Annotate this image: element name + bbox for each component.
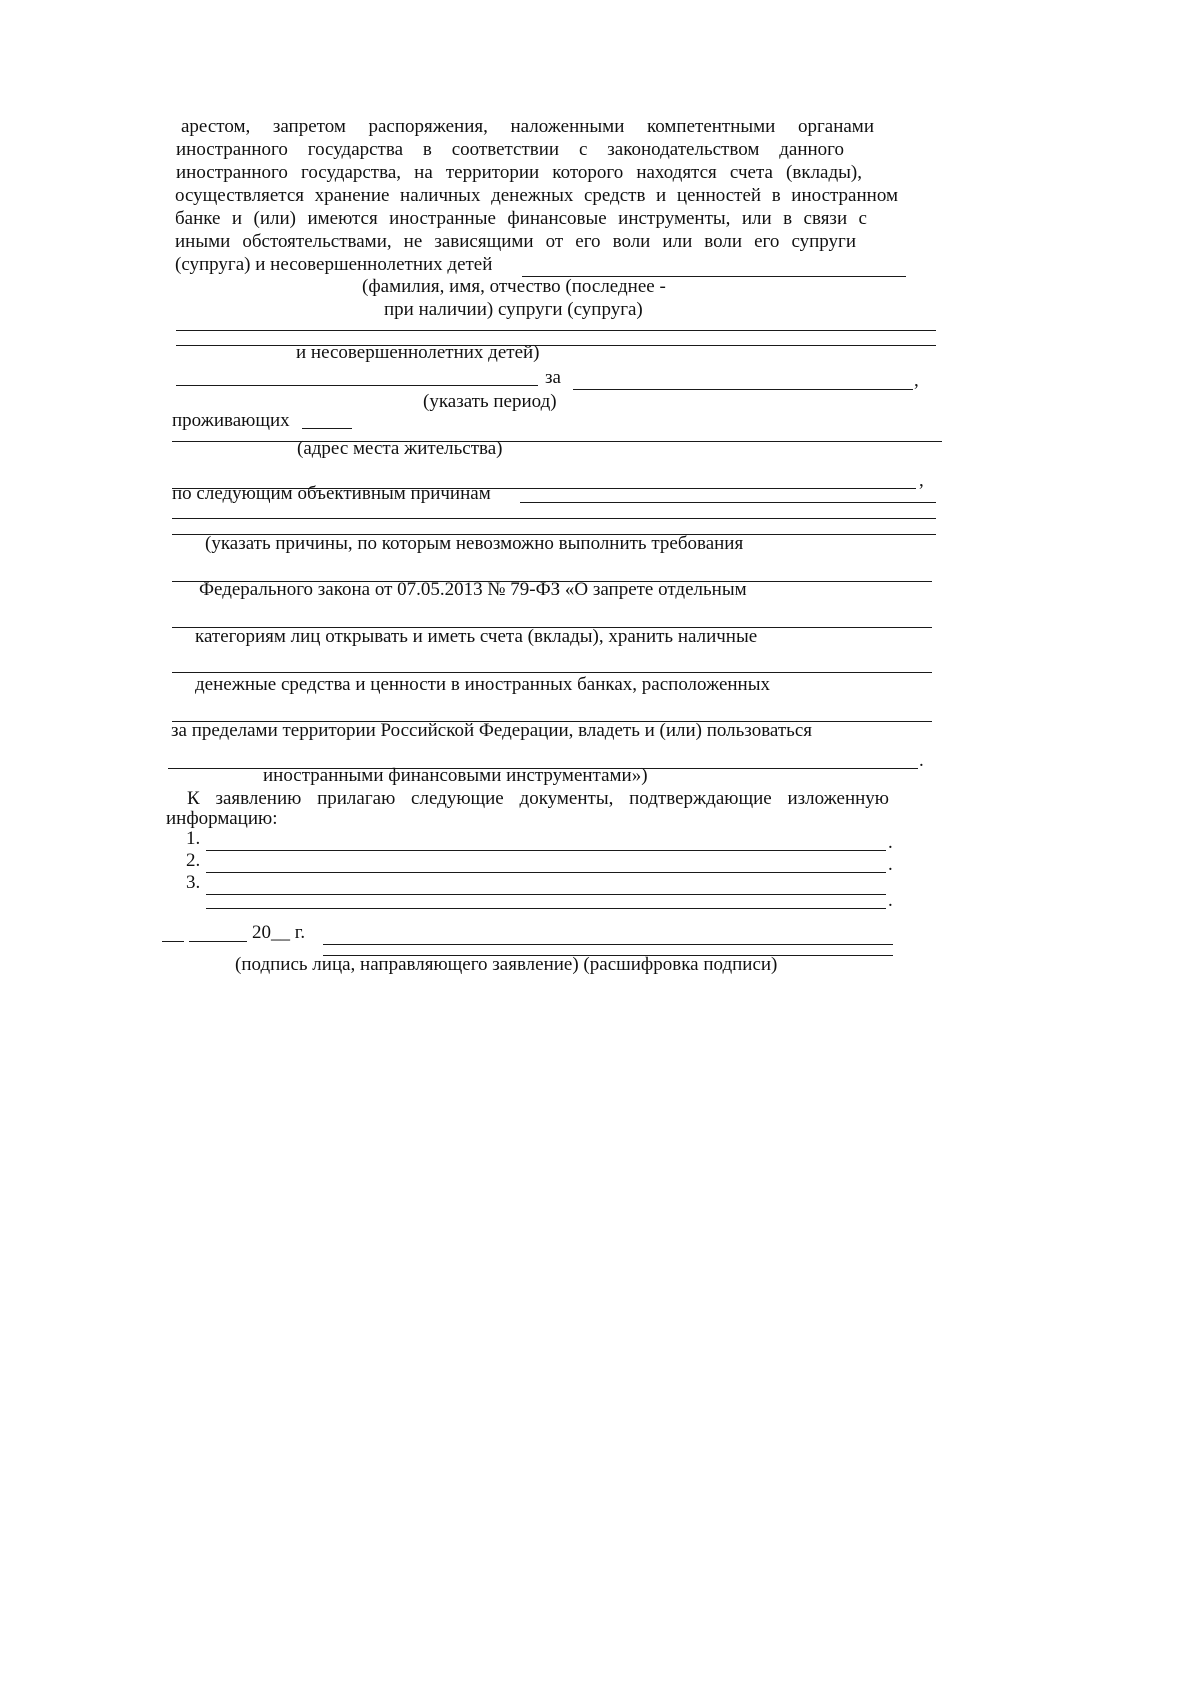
punctuation: . [888, 854, 893, 875]
field-hint: и несовершеннолетних детей) [296, 342, 540, 363]
paragraph-line: иностранного государства в соответствии с законодательством данного [176, 139, 844, 160]
paragraph-line: осуществляется хранение наличных денежных средств и ценностей в иностранном [175, 185, 898, 206]
blank-line[interactable] [172, 672, 932, 673]
blank-line[interactable] [302, 428, 352, 429]
reasons-hint-line: Федерального закона от 07.05.2013 № 79-ФЗ «О запрете отдельным [199, 579, 747, 600]
field-hint: (фамилия, имя, отчество (последнее - [362, 276, 666, 297]
paragraph-line: арестом, запретом распоряжения, наложенными компетентными органами [181, 116, 874, 137]
paragraph-line: (супруга) и несовершеннолетних детей [175, 254, 493, 275]
date-day-blank[interactable] [162, 941, 184, 942]
attachment-blank-3[interactable] [206, 894, 886, 895]
date-month-blank[interactable] [189, 941, 247, 942]
field-hint: (адрес места жительства) [297, 438, 503, 459]
blank-line[interactable] [176, 345, 936, 346]
attachment-blank-2[interactable] [206, 872, 886, 873]
blank-line[interactable] [176, 385, 538, 386]
za-label: за [545, 367, 561, 388]
paragraph-line: иными обстоятельствами, не зависящими от его воли или воли его супруги [175, 231, 856, 252]
attach-line: К заявлению прилагаю следующие документы, подтверждающие изложенную [187, 788, 889, 809]
blank-line[interactable] [176, 330, 936, 331]
paragraph-line: банке и (или) имеются иностранные финансовые инструменты, или в связи с [175, 208, 867, 229]
blank-line[interactable] [206, 908, 886, 909]
attach-line: информацию: [166, 808, 278, 829]
item-number: 3. [186, 872, 201, 893]
blank-line[interactable] [172, 518, 936, 519]
punctuation: . [888, 832, 893, 853]
field-hint: (указать период) [423, 391, 557, 412]
signature-hint: (подпись лица, направляющего заявление) (расшифровка подписи) [235, 954, 778, 975]
punctuation: . [919, 750, 924, 771]
reasons-label: по следующим объективным причинам [172, 483, 491, 504]
reasons-hint-line: за пределами территории Российской Федерации, владеть и (или) пользоваться [171, 720, 813, 741]
punctuation: , [919, 470, 924, 491]
date-year: 20__ г. [252, 922, 306, 943]
blank-line[interactable] [172, 441, 942, 442]
punctuation: . [888, 890, 893, 911]
punctuation: , [914, 370, 919, 391]
reasons-hint-line: иностранными финансовыми инструментами») [263, 765, 648, 786]
field-hint: при наличии) супруги (супруга) [384, 299, 643, 320]
living-label: проживающих [172, 410, 290, 431]
item-number: 2. [186, 850, 201, 871]
signature-blank[interactable] [323, 944, 893, 945]
reasons-hint-line: (указать причины, по которым невозможно выполнить требования [205, 533, 744, 554]
blank-line[interactable] [520, 502, 936, 503]
attachment-blank-1[interactable] [206, 850, 886, 851]
blank-line[interactable] [573, 389, 913, 390]
paragraph-line: иностранного государства, на территории которого находятся счета (вклады), [176, 162, 862, 183]
reasons-hint-line: денежные средства и ценности в иностранных банках, расположенных [195, 674, 770, 695]
item-number: 1. [186, 828, 201, 849]
reasons-hint-line: категориям лиц открывать и иметь счета (вклады), хранить наличные [195, 626, 758, 647]
